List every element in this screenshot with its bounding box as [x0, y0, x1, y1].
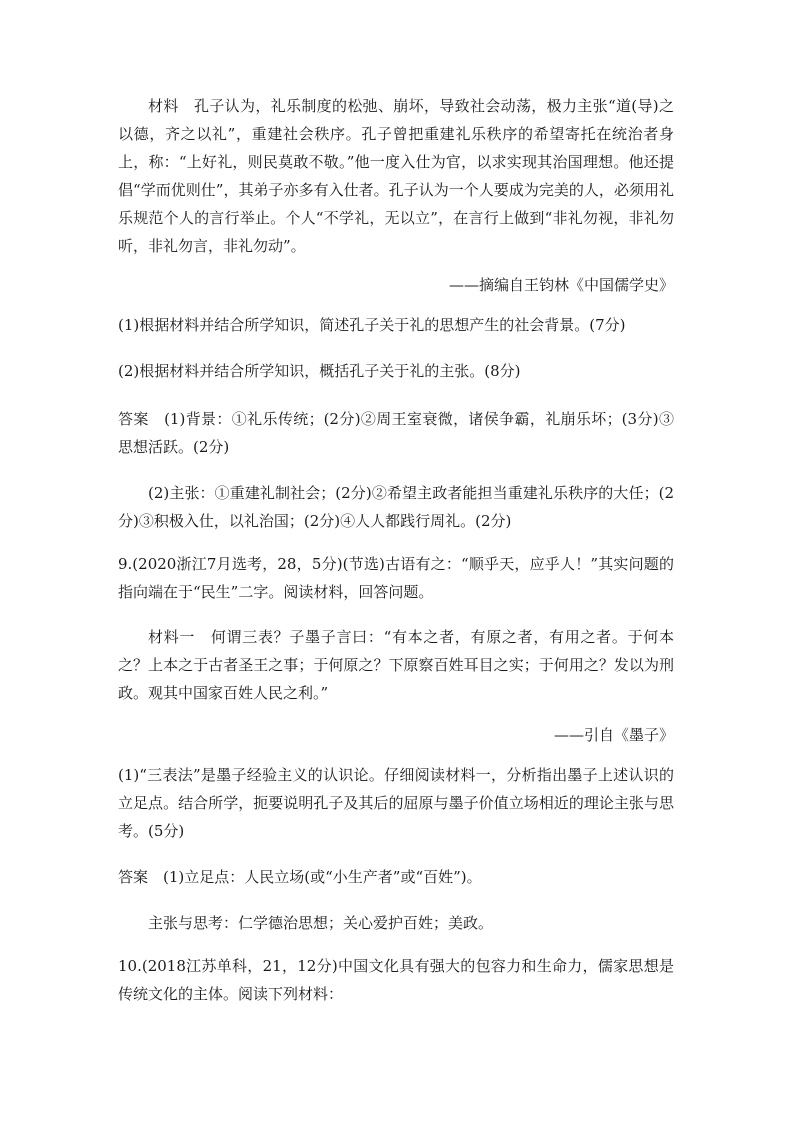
question-8-sub-2: (2)根据材料并结合所学知识，概括孔子关于礼的主张。(8分): [118, 362, 521, 380]
material-confucius-paragraph: 材料 孔子认为，礼乐制度的松弛、崩坏，导致社会动荡，极力主张“道(导)之以德，齐之以礼”，重建社会秩序。孔子曾把重建礼乐秩序的希望寄托在统治者身上，称：“上好礼，则民莫敢不敬。”他一度入仕为官，以求实现其治国理想。他还提倡“学而优则仕”，其弟子亦多有入仕者。孔子认为一个人要成为完美的人，必须用礼乐规范个人的言行举止。个人“不学礼，无以立”，在言行上做到“非礼勿视，非礼勿听，非礼勿言，非礼勿动”。: [118, 97, 674, 255]
question-8-answer-1: 答案 (1)背景：①礼乐传统；(2分)②周王室衰微，诸侯争霸，礼崩乐坏；(3分)③思想活跃。(2分): [118, 410, 674, 456]
question-9-material-1: 材料一 何谓三表？子墨子言曰：“有本之者，有原之者，有用之者。于何本之？上本之于古者圣王之事；于何原之？下原察百姓耳目之实；于何用之？发以为刑政。观其中国家百姓人民之利。”: [118, 628, 674, 702]
material-confucius-source: ——摘编自王钧林《中国儒学史》: [448, 276, 674, 294]
question-9-material-source: ——引自《墨子》: [553, 726, 674, 744]
question-9-answer-1: 答案 (1)立足点：人民立场(或“小生产者”或“百姓”)。: [118, 868, 482, 886]
question-9-answer-2: 主张与思考：仁学德治思想；关心爱护百姓；美政。: [148, 914, 494, 932]
question-9-stem: 9.(2020浙江7月选考，28，5分)(节选)古语有之：“顺乎天，应乎人！”其实问题的指向端在于“民生”二字。阅读材料，回答问题。: [118, 555, 674, 601]
question-8-answer-2: (2)主张：①重建礼制社会；(2分)②希望主政者能担当重建礼乐秩序的大任；(2分)③积极入仕，以礼治国；(2分)④人人都践行周礼。(2分): [118, 484, 674, 530]
question-9-sub-1: (1)“三表法”是墨子经验主义的认识论。仔细阅读材料一，分析指出墨子上述认识的立足点。结合所学，扼要说明孔子及其后的屈原与墨子价值立场相近的理论主张与思考。(5分): [118, 766, 674, 840]
question-10-stem: 10.(2018江苏单科，21，12分)中国文化具有强大的包容力和生命力，儒家思想是传统文化的主体。阅读下列材料：: [118, 957, 674, 1003]
question-8-sub-1: (1)根据材料并结合所学知识，简述孔子关于礼的思想产生的社会背景。(7分): [118, 316, 626, 334]
document-page: [118, 92, 674, 1008]
